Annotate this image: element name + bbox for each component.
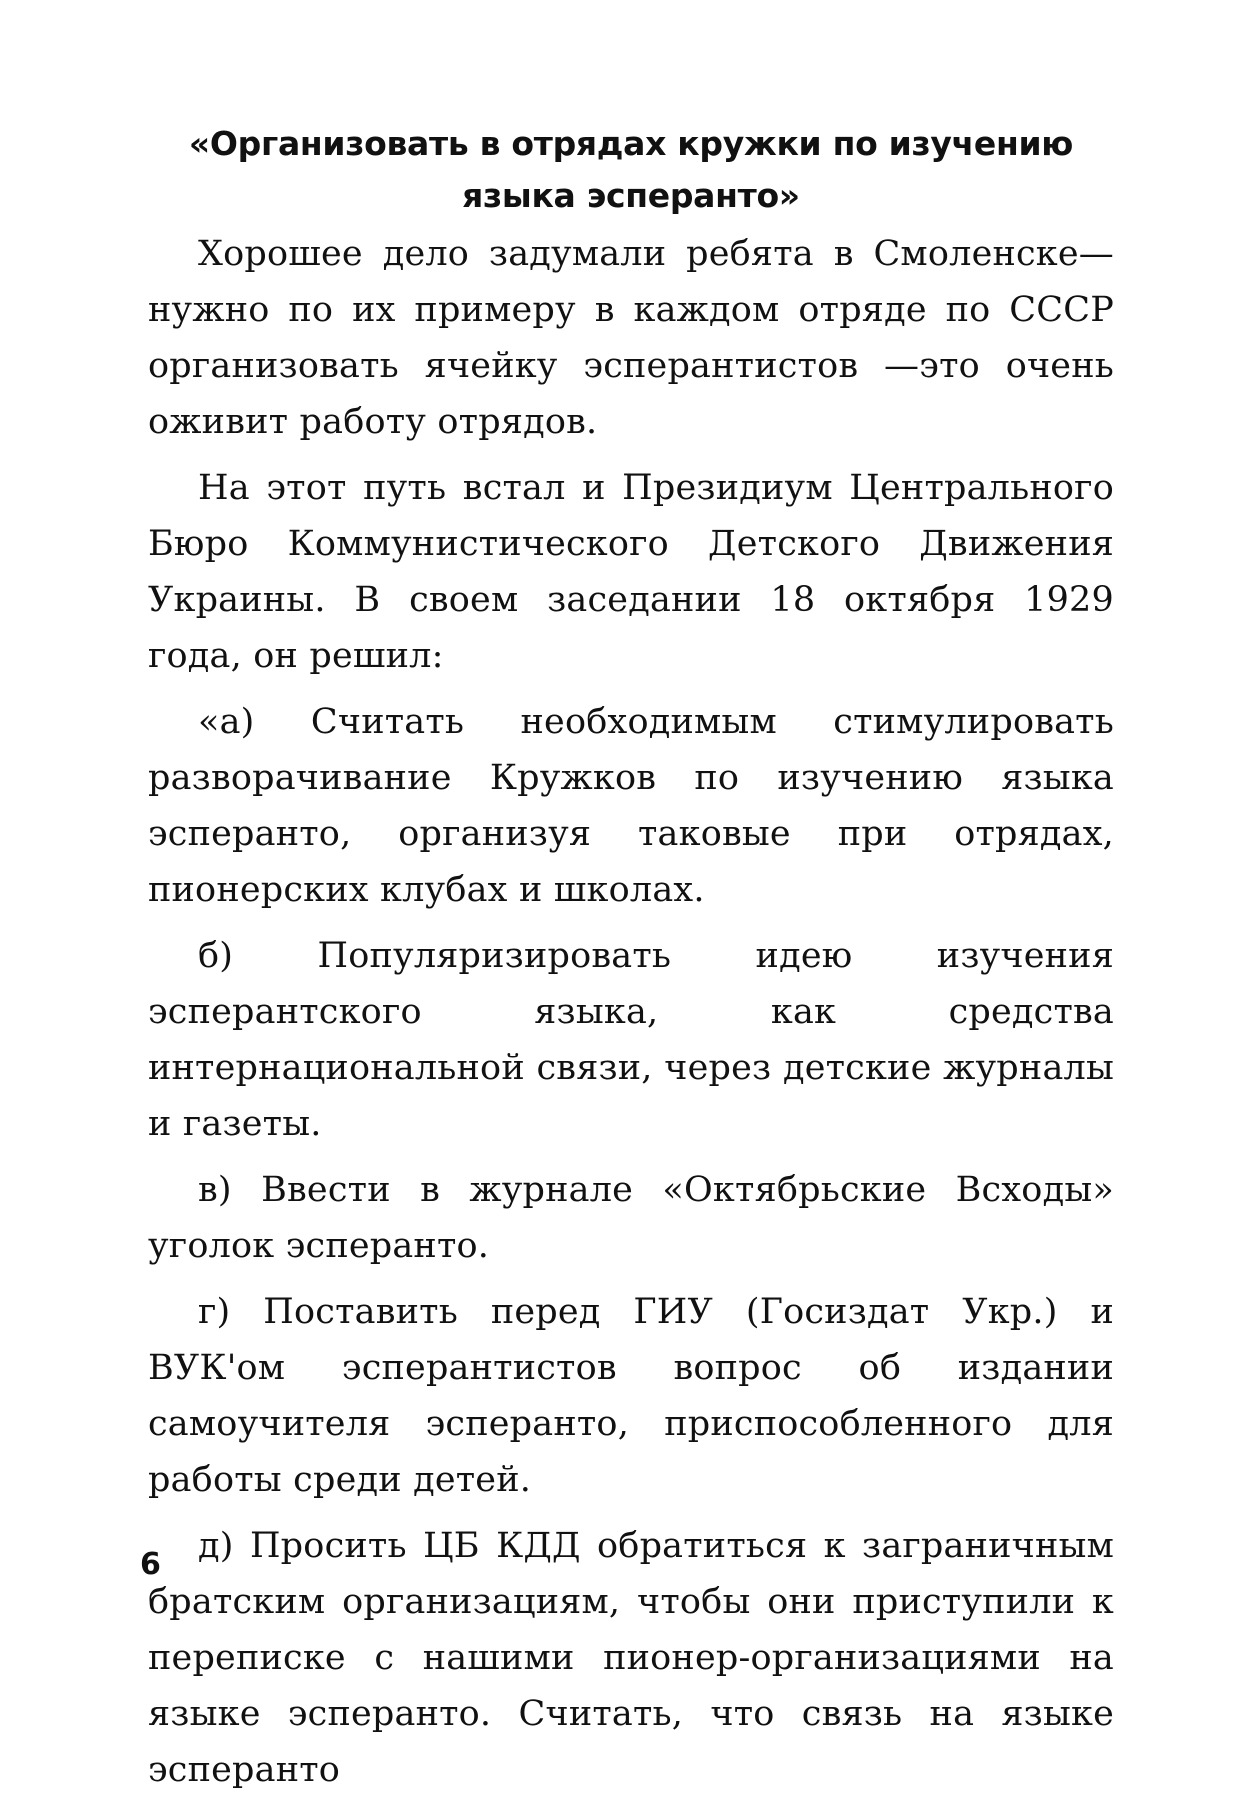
paragraph-item-b: б) Популяризировать идею изучения эсперантского языка, как средства интернациональной связи, через детские журналы и газеты. [148, 936, 1114, 1144]
paragraph-presidium: На этот путь встал и Президиум Центрального Бюро Коммунистического Детского Движения Украины. В своем заседании 18 октября 1929 года, он решил: [148, 468, 1114, 676]
page-number: 6 [140, 1547, 161, 1582]
paragraph-item-g: г) Поставить перед ГИУ (Госиздат Укр.) и ВУК'ом эсперантистов вопрос об издании самоучителя эсперанто, приспособленного для работы среди детей. [148, 1292, 1114, 1500]
section-heading: «Организовать в отрядах кружки по изучению языка эсперанто» [188, 124, 1074, 215]
page-content [148, 118, 1114, 1808]
paragraph-intro: Хорошее дело задумали ребята в Смоленске—нужно по их примеру в каждом отряде по СССР организовать ячейку эсперантистов —это очень оживит работу отрядов. [148, 234, 1114, 442]
paragraph-item-d: д) Просить ЦБ КДД обратиться к заграничным братским организациям, чтобы они приступили к переписке с нашими пионер-организациями на языке эсперанто. Считать, что связь на языке эсперанто [148, 1526, 1114, 1790]
paragraph-item-v: в) Ввести в журнале «Октябрьские Всходы» уголок эсперанто. [148, 1170, 1114, 1266]
paragraph-item-a: «а) Считать необходимым стимулировать разворачивание Кружков по изучению языка эсперанто, организуя таковые при отрядах, пионерских клубах и школах. [148, 702, 1114, 910]
body-text [148, 226, 1114, 1798]
